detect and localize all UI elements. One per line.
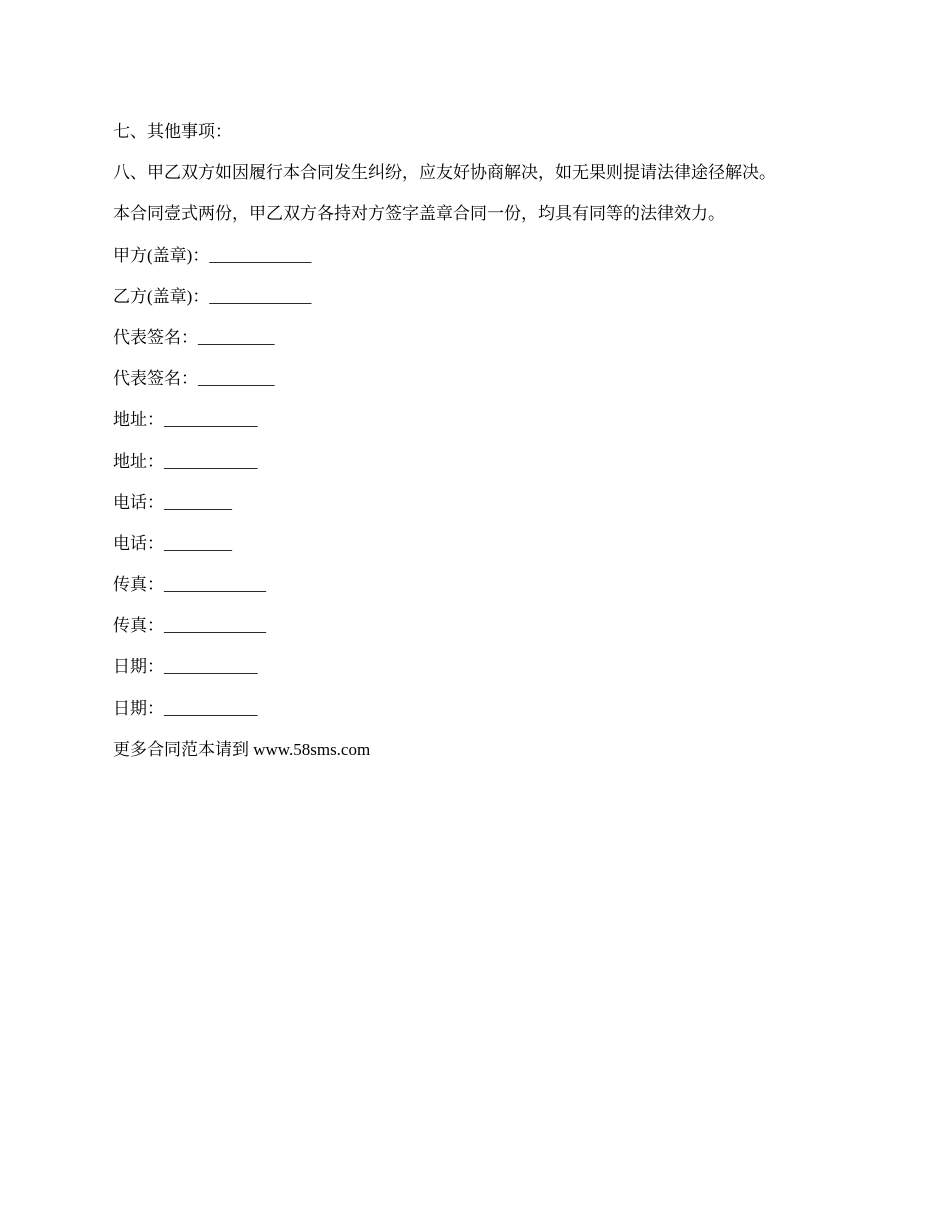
party-b-phone: 电话：________: [113, 533, 232, 553]
party-a-fax: 传真：____________: [113, 575, 266, 595]
party-a-representative-signature: 代表签名：_________: [113, 327, 275, 347]
party-b-date: 日期：___________: [113, 698, 258, 718]
party-b-representative-signature: 代表签名：_________: [113, 369, 275, 389]
party-b-address: 地址：___________: [113, 451, 258, 471]
party-a-seal-field: 甲方(盖章)：____________: [113, 245, 312, 265]
section-dispute-resolution: 八、甲乙双方如因履行本合同发生纠纷，应友好协商解决，如无果则提请法律途径解决。: [113, 163, 776, 183]
document-body: [113, 111, 843, 770]
party-b-fax: 传真：____________: [113, 616, 266, 636]
party-a-phone: 电话：________: [113, 492, 232, 512]
party-b-seal-field: 乙方(盖章)：____________: [113, 286, 312, 306]
party-a-address: 地址：___________: [113, 410, 258, 430]
party-a-date: 日期：___________: [113, 657, 258, 677]
more-templates-note: 更多合同范本请到 www.58sms.com: [113, 739, 371, 759]
copies-clause: 本合同壹式两份，甲乙双方各持对方签字盖章合同一份，均具有同等的法律效力。: [113, 204, 725, 224]
section-other-matters: 七、其他事项：: [113, 122, 232, 141]
